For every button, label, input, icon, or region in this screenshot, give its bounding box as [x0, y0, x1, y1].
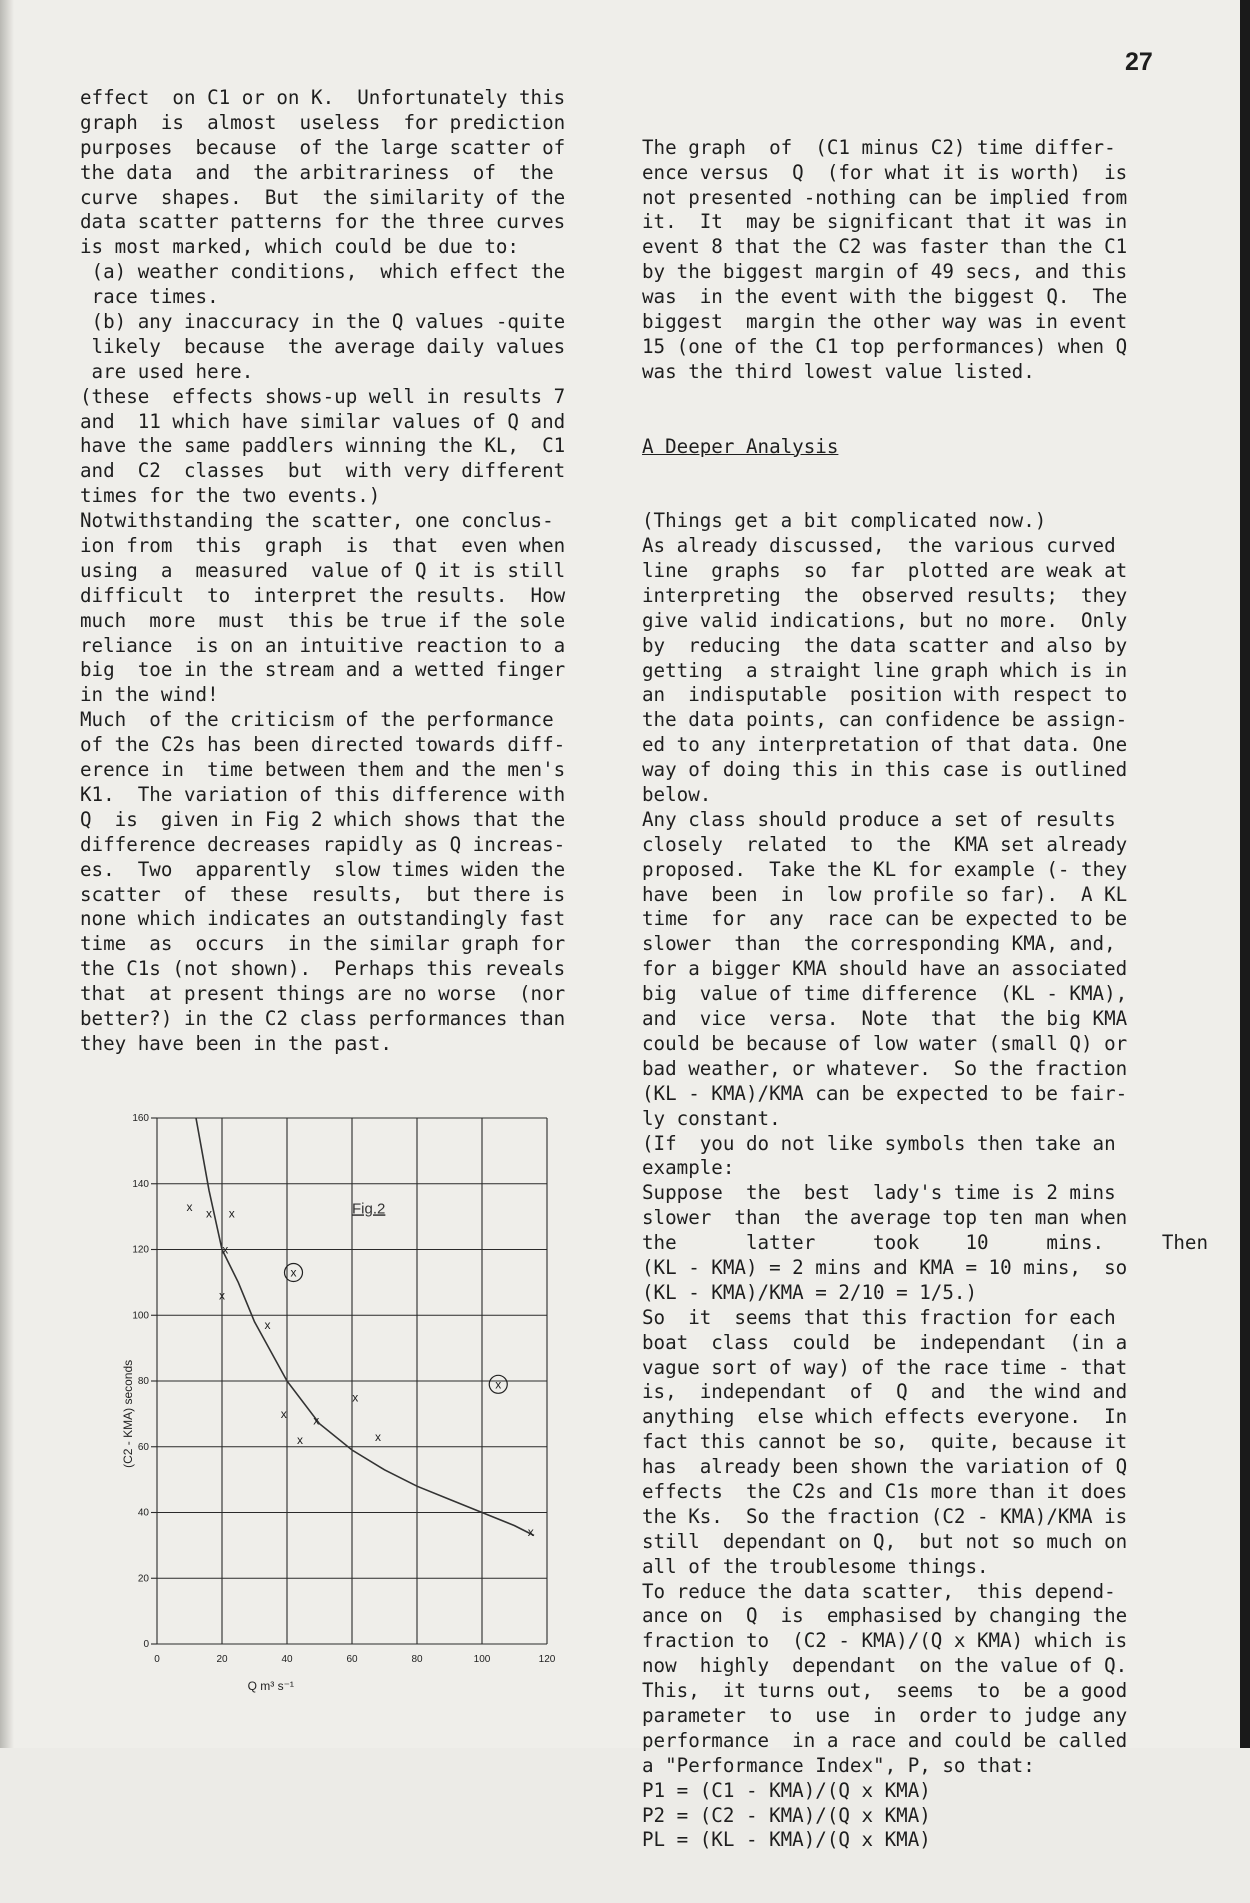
- text-line: anything else which effects everyone. In: [642, 1405, 1128, 1429]
- text-line: the data points, can confidence be assign-: [642, 708, 1128, 732]
- text-line: they have been in the past.: [80, 1031, 392, 1055]
- text-line: and C2 classes but with very different: [80, 459, 566, 483]
- text-line: (Things get a bit complicated now.): [642, 509, 1047, 533]
- text-line: the data and the arbitrariness of the: [80, 160, 554, 184]
- text-line: (KL - KMA)/KMA = 2/10 = 1/5.): [642, 1280, 978, 1304]
- y-tick-label: 40: [137, 1507, 149, 1519]
- text-line: performance in a race and could be called: [642, 1728, 1128, 1752]
- text-line: ence versus Q (for what it is worth) is: [642, 160, 1128, 184]
- text-line: have the same paddlers winning the KL, C1: [80, 434, 566, 458]
- x-tick-label: 60: [346, 1654, 358, 1665]
- text-line: vague sort of way) of the race time - that: [642, 1355, 1128, 1379]
- text-line: effects the C2s and C1s more than it does: [642, 1479, 1128, 1503]
- data-point: x: [280, 1406, 287, 1421]
- text-line: bad weather, or whatever. So the fraction: [642, 1056, 1128, 1080]
- text-line: likely because the average daily values: [80, 334, 566, 358]
- text-line: As already discussed, the various curved: [642, 534, 1116, 558]
- page-edge: [1240, 0, 1250, 1748]
- text-line: by reducing the data scatter and also by: [642, 633, 1128, 657]
- text-line: event 8 that the C2 was faster than the C1: [642, 235, 1128, 259]
- x-axis-label: Q m³ s⁻¹: [247, 1679, 294, 1693]
- text-line: erence in time between them and the men's: [80, 758, 566, 782]
- text-line: is, independant of Q and the wind and: [642, 1380, 1128, 1404]
- text-line: the C1s (not shown). Perhaps this reveals: [80, 957, 566, 981]
- text-line: Any class should produce a set of results: [642, 807, 1116, 831]
- text-line: slower than the corresponding KMA, and,: [642, 932, 1116, 956]
- text-line: now highly dependant on the value of Q.: [642, 1654, 1128, 1678]
- text-line: (these effects shows-up well in results 7: [80, 384, 566, 408]
- text-line: fact this cannot be so, quite, because it: [642, 1430, 1128, 1454]
- y-tick-label: 120: [132, 1244, 149, 1256]
- text-line: in the wind!: [80, 683, 219, 707]
- y-axis-label: (C2 - KMA) seconds: [121, 1359, 135, 1468]
- text-line: big value of time difference (KL - KMA),: [642, 982, 1128, 1006]
- text-line: for a bigger KMA should have an associated: [642, 957, 1128, 981]
- section-heading: A Deeper Analysis: [642, 434, 839, 458]
- y-tick-label: 60: [137, 1441, 149, 1453]
- x-tick-label: 40: [281, 1654, 293, 1665]
- data-point: x: [186, 1199, 193, 1214]
- text-line: ed to any interpretation of that data. One: [642, 733, 1128, 757]
- text-line: curve shapes. But the similarity of the: [80, 185, 566, 209]
- text-line: Q is given in Fig 2 which shows that the: [80, 807, 566, 831]
- y-tick-label: 100: [132, 1310, 149, 1322]
- text-line: Suppose the best lady's time is 2 mins: [642, 1181, 1116, 1205]
- y-tick-label: 20: [137, 1573, 149, 1585]
- data-point: x: [290, 1265, 297, 1280]
- text-line: and vice versa. Note that the big KMA: [642, 1007, 1128, 1031]
- text-line: graph is almost useless for prediction: [80, 110, 566, 134]
- chart-title: Fig.2: [352, 1200, 386, 1218]
- figure-2: [120, 1105, 580, 1695]
- text-line: the latter took 10 mins. Then: [642, 1231, 1209, 1255]
- x-tick-label: 100: [473, 1654, 491, 1665]
- y-tick-label: 80: [137, 1376, 149, 1387]
- text-line: getting a straight line graph which is in: [642, 658, 1128, 682]
- text-line: time as occurs in the similar graph for: [80, 932, 566, 956]
- left-column: [80, 86, 565, 1057]
- data-point: x: [222, 1242, 229, 1257]
- y-tick-label: 0: [143, 1639, 149, 1650]
- fig2-chart: [120, 1105, 580, 1695]
- text-line: PL = (KL - KMA)/(Q x KMA): [642, 1828, 931, 1852]
- text-line: it. It may be significant that it was in: [642, 210, 1128, 234]
- text-line: es. Two apparently slow times widen the: [80, 857, 566, 881]
- text-line: P2 = (C2 - KMA)/(Q x KMA): [642, 1803, 931, 1827]
- data-point: x: [264, 1318, 271, 1333]
- text-line: using a measured value of Q it is still: [80, 558, 566, 582]
- x-tick-label: 20: [216, 1654, 228, 1665]
- text-line: Notwithstanding the scatter, one conclus-: [80, 509, 554, 533]
- text-line: time for any race can be expected to be: [642, 907, 1128, 931]
- text-line: times for the two events.): [80, 484, 381, 508]
- fitted-curve: [196, 1118, 534, 1536]
- text-line: reliance is on an intuitive reaction to a: [80, 633, 566, 657]
- data-point: x: [228, 1206, 235, 1221]
- data-point: x: [313, 1413, 320, 1428]
- text-line: big toe in the stream and a wetted finger: [80, 658, 566, 682]
- text-line: interpreting the observed results; they: [642, 583, 1128, 607]
- text-line: a "Performance Index", P, so that:: [642, 1753, 1035, 1777]
- text-line: example:: [642, 1156, 735, 1180]
- text-line: This, it turns out, seems to be a good: [642, 1679, 1128, 1703]
- text-line: purposes because of the large scatter of: [80, 135, 566, 159]
- text-line: Much of the criticism of the performance: [80, 708, 554, 732]
- text-line: boat class could be independant (in a: [642, 1330, 1128, 1354]
- data-point: x: [375, 1429, 381, 1444]
- text-line: none which indicates an outstandingly fast: [80, 907, 566, 931]
- page-number: 27: [1125, 48, 1153, 76]
- text-line: ance on Q is emphasised by changing the: [642, 1604, 1128, 1628]
- text-line: could be because of low water (small Q) or: [642, 1031, 1128, 1055]
- text-line: To reduce the data scatter, this depend-: [642, 1579, 1116, 1603]
- text-line: ion from this graph is that even when: [80, 534, 566, 558]
- data-point: x: [219, 1288, 225, 1303]
- text-line: (b) any inaccuracy in the Q values -quite: [80, 310, 566, 334]
- text-line: race times.: [80, 285, 219, 309]
- text-line: line graphs so far plotted are weak at: [642, 559, 1128, 583]
- data-point: x: [527, 1525, 534, 1540]
- text-line: The graph of (C1 minus C2) time differ-: [642, 135, 1116, 159]
- text-line: the Ks. So the fraction (C2 - KMA)/KMA is: [642, 1504, 1128, 1528]
- text-line: by the biggest margin of 49 secs, and this: [642, 260, 1128, 284]
- right-column-body: [642, 509, 1208, 1853]
- binding-shadow: [0, 0, 14, 1748]
- text-line: (KL - KMA) = 2 mins and KMA = 10 mins, so: [642, 1255, 1128, 1279]
- text-line: have been in low profile so far). A KL: [642, 882, 1128, 906]
- text-line: proposed. Take the KL for example (- they: [642, 857, 1128, 881]
- text-line: has already been shown the variation of Q: [642, 1455, 1128, 1479]
- text-line: an indisputable position with respect to: [642, 683, 1128, 707]
- x-tick-label: 0: [154, 1654, 160, 1665]
- text-line: that at present things are no worse (nor: [80, 982, 566, 1006]
- text-line: P1 = (C1 - KMA)/(Q x KMA): [642, 1778, 931, 1802]
- text-line: (KL - KMA)/KMA can be expected to be fair-: [642, 1081, 1128, 1105]
- y-tick-label: 160: [132, 1113, 149, 1124]
- text-line: better?) in the C2 class performances than: [80, 1006, 566, 1030]
- text-line: all of the troublesome things.: [642, 1554, 989, 1578]
- text-line: K1. The variation of this difference with: [80, 782, 566, 806]
- text-line: data scatter patterns for the three curves: [80, 210, 566, 234]
- text-line: is most marked, which could be due to:: [80, 235, 519, 259]
- text-line: difference decreases rapidly as Q increas-: [80, 832, 566, 856]
- text-line: ly constant.: [642, 1106, 781, 1130]
- text-line: difficult to interpret the results. How: [80, 583, 566, 607]
- y-tick-label: 140: [132, 1178, 149, 1190]
- data-point: x: [352, 1390, 359, 1405]
- text-line: slower than the average top ten man when: [642, 1206, 1128, 1230]
- text-line: (a) weather conditions, which effect the: [80, 260, 566, 284]
- text-line: (If you do not like symbols then take an: [642, 1131, 1116, 1155]
- text-line: still dependant on Q, but not so much on: [642, 1529, 1128, 1553]
- right-column: [642, 86, 1208, 1903]
- text-line: are used here.: [80, 359, 254, 383]
- data-point: x: [206, 1206, 212, 1221]
- text-line: 15 (one of the C1 top performances) when Q: [642, 334, 1128, 358]
- x-tick-label: 80: [411, 1654, 423, 1665]
- text-line: parameter to use in order to judge any: [642, 1703, 1128, 1727]
- text-line: below.: [642, 783, 712, 807]
- text-line: of the C2s has been directed towards diff-: [80, 733, 566, 757]
- text-line: not presented -nothing can be implied from: [642, 185, 1128, 209]
- text-line: scatter of these results, but there is: [80, 882, 566, 906]
- text-line: effect on C1 or on K. Unfortunately this: [80, 86, 566, 109]
- data-point: x: [297, 1433, 303, 1448]
- text-line: closely related to the KMA set already: [642, 832, 1128, 856]
- text-line: was in the event with the biggest Q. The: [642, 285, 1128, 309]
- x-tick-label: 120: [538, 1654, 556, 1665]
- text-line: much more must this be true if the sole: [80, 608, 566, 632]
- text-line: fraction to (C2 - KMA)/(Q x KMA) which is: [642, 1629, 1128, 1653]
- text-line: give valid indications, but no more. Only: [642, 608, 1128, 632]
- right-column-top: [642, 136, 1208, 385]
- text-line: So it seems that this fraction for each: [642, 1305, 1116, 1329]
- text-line: and 11 which have similar values of Q and: [80, 409, 566, 433]
- text-line: way of doing this in this case is outlined: [642, 758, 1128, 782]
- text-line: was the third lowest value listed.: [642, 359, 1035, 383]
- text-line: biggest margin the other way was in event: [642, 310, 1128, 334]
- data-point: x: [495, 1377, 502, 1392]
